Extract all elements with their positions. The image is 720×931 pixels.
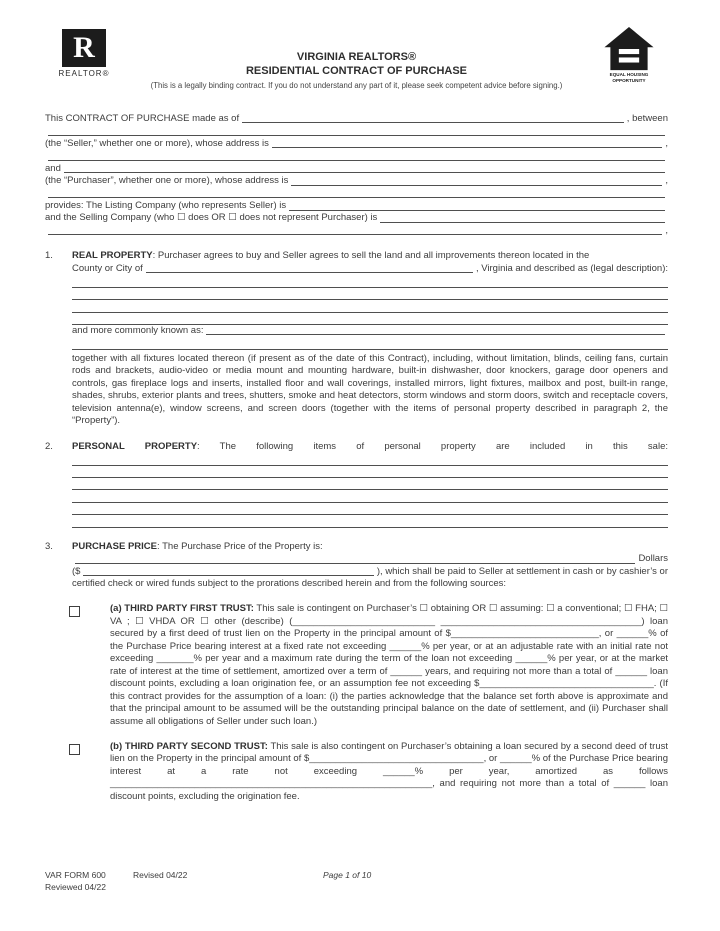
purchase-price-sources-line: certified check or wired funds subject to the prorations described herein and from the following sources: [72,578,507,590]
legal-description-blank-field-1[interactable] [72,275,668,287]
fixtures-paragraph: together with all fixtures located thereon (if present as of the date of this Contract), including, without limitation, blinds, ceiling fans, curtain rods and brackets, audio-video or media mount and mounting hardware, built-in dishwasher, door knockers, garage door openers and controls, gas fireplace logs and inserts, installed floor and wall coverings, installed mirrors, light fixtures, mailbox and post, built-in range, shades, shrubs, exterior plants and trees, shutters, smoke and heat detectors, storm windows and storm doors, switch and receptacle covers, television antenna(e), window screens, and screen doors (together with the items of personal property described in paragraph 2, the “Property”). [72,352,668,427]
commonly-known-as-blank-field-2[interactable] [72,337,668,349]
revised-date: Revised 04/22 [133,870,188,880]
section-real-property: 1. REAL PROPERTY: Purchaser agrees to buy and Seller agrees to sell the land and all improvements thereon located in the County or City of , Virginia and described as (legal description): and more commonly known as: together with all fixtures located thereon (if present as of the date of this Contract), including, without limitation, blinds, ceiling fans, curtain rods and brackets, audio-video or media mount and mounting hardware, built-in dishwasher, door knockers, garage door openers and controls, gas fireplace logs and inserts, installed floor and wall coverings, installed mirrors, light fixtures, mailbox and post, built-in range, shades, shrubs, exterior plants and trees, shutters, smoke and heat detectors, storm windows and storm doors, switch and receptacle covers, television antenna(e), window screens, and screen doors (together with the items of personal property described in paragraph 2, the “Property”). [45,250,668,427]
personal-property-blank-field-2[interactable] [72,466,668,478]
selling-company-blank-field[interactable] [380,222,665,223]
section-1-number: 1. [45,250,53,262]
legal-description-blank-field-2[interactable] [72,288,668,300]
real-property-heading: REAL PROPERTY: Purchaser agrees to buy and Seller agrees to sell the land and all improvements thereon located in the [72,250,590,262]
third-party-second-trust-block [45,741,668,803]
binding-notice: (This is a legally binding contract. If you do not understand any part of it, please seek competent advice before signing.) [150,81,563,90]
equal-housing-label-2: OPPORTUNITY [612,78,646,84]
personal-property-blank-field-6[interactable] [72,515,668,527]
county-city-label: County or City of [72,262,143,274]
realtor-r-letter: R [73,31,95,64]
date-blank-field[interactable] [242,122,624,123]
section-2-number: 2. [45,440,53,452]
listing-company-label: provides: The Listing Company (who represents Seller) is [45,200,287,212]
equal-housing-house-icon [603,27,655,71]
purchase-price-heading: PURCHASE PRICE: The Purchase Price of the Property is: [72,540,323,552]
between-label: , between [626,112,668,124]
realtor-r-icon [62,29,106,67]
purchaser-label: (the “Purchaser”, whether one or more), whose address is [45,175,289,187]
equal-housing-label-1: EQUAL HOUSING [609,72,649,77]
title-block [123,26,590,90]
purchase-price-amount-blank-field[interactable] [83,575,373,576]
section-purchase-price: 3. PURCHASE PRICE: The Purchase Price of the Property is: Dollars ($ ), which shall be paid to Seller at settlement in cash or by cashier’s or certified check or wired funds subject to the prorations described herein and from the following sources: [45,540,668,590]
realtor-logo [45,26,123,78]
second-trust-paragraph: (b) THIRD PARTY SECOND TRUST: This sale is also contingent on Purchaser’s obtaining a loan secured by a second deed of trust lien on the Property in the principal amount of $_________________________________, or ______% of the Purchase Price bearing interest at a rate not exceeding ______% per year, amortized as follows _____________________________________________________________, and requiring not more than a total of ______ loan discount points, excluding the origination fee. [110,741,668,802]
form-number: VAR FORM 600 [45,870,106,880]
dollars-label: Dollars [638,553,668,565]
page-number: Page 1 of 10 [323,870,372,880]
selling-company-blank-field-2[interactable] [48,234,662,235]
first-trust-checkbox[interactable] [69,606,80,617]
listing-company-blank-field[interactable] [289,210,665,211]
second-trust-checkbox[interactable] [69,744,80,755]
third-party-first-trust-block [45,603,668,728]
purchaser-address-blank-field[interactable] [291,185,662,186]
purchaser-name-blank-field[interactable] [64,172,665,173]
purchase-price-words-blank-field[interactable] [75,563,635,564]
document-title: RESIDENTIAL CONTRACT OF PURCHASE [245,65,468,77]
purchaser-address-blank-field-2[interactable] [48,197,665,198]
first-trust-paragraph: (a) THIRD PARTY FIRST TRUST: This sale is contingent on Purchaser’s ☐ obtaining OR ☐ assuming: ☐ a conventional; ☐ FHA; ☐ VA ; ☐ VHDA OR ☐ other (describe) (___________________________ ______________________________________) loan secured by a first deed of trust lien on the Property in the principal amount of $____________________________, or ______% of the Purchase Price bearing interest at a fixed rate not exceeding ______% per year, or at an adjustable rate with an initial rate not exceeding _______% per year and a maximum rate during the term of the loan not exceeding ______% per year, or at the market rate of interest at the time of settlement, amortized over a term of ______ years, and requiring not more than a total of ______ loan discount points, excluding a loan origination fee, or an assumption fee not exceeding $_________________________________. (If this contract provides for the assumption of a loan: (i) the parties acknowledge that the balance set forth above is approximate and that the principal amount to be assumed will be the outstanding principal balance on the date of settlement, and (ii) Purchaser shall assume all obligations of Seller under such loan.) [110,603,668,727]
personal-property-blank-field-3[interactable] [72,478,668,490]
commonly-known-as-label: and more commonly known as: [72,325,204,336]
seller-name-blank-field[interactable] [48,135,665,136]
section-3-number: 3. [45,540,53,552]
made-as-of-label: This CONTRACT OF PURCHASE made as of [45,112,240,124]
legal-description-blank-field-4[interactable] [72,313,668,325]
equal-housing-logo [590,26,668,84]
commonly-known-as-blank-field[interactable] [206,334,665,335]
seller-address-blank-field[interactable] [272,147,662,148]
org-title: VIRGINIA REALTORS® [296,51,417,63]
personal-property-blank-field-4[interactable] [72,490,668,502]
section-personal-property [45,441,668,528]
contract-intro: This CONTRACT OF PURCHASE made as of , between (the “Seller,” whether one or more), whose address is , and (the “Purchaser”, whether one or more), whose address is , provides: The Listing Company (who represents Seller) is and the Selling Company (who ☐ does OR ☐ does not represent Purchaser) is , [45,112,668,236]
realtor-logo-label: REALTOR® [58,69,110,78]
legal-description-blank-field-3[interactable] [72,300,668,312]
personal-property-heading: PERSONAL PROPERTY: The following items of personal property are included in this sale: [72,440,668,452]
seller-label: (the “Seller,” whether one or more), whose address is [45,137,269,149]
personal-property-blank-field-1[interactable] [72,453,668,465]
county-city-blank-field[interactable] [146,272,473,273]
reviewed-date: Reviewed 04/22 [45,881,106,892]
document-header [45,26,668,108]
seller-address-blank-field-2[interactable] [48,160,665,161]
personal-property-blank-field-5[interactable] [72,503,668,515]
selling-company-label: and the Selling Company (who ☐ does OR ☐ does not represent Purchaser) is [45,212,378,224]
